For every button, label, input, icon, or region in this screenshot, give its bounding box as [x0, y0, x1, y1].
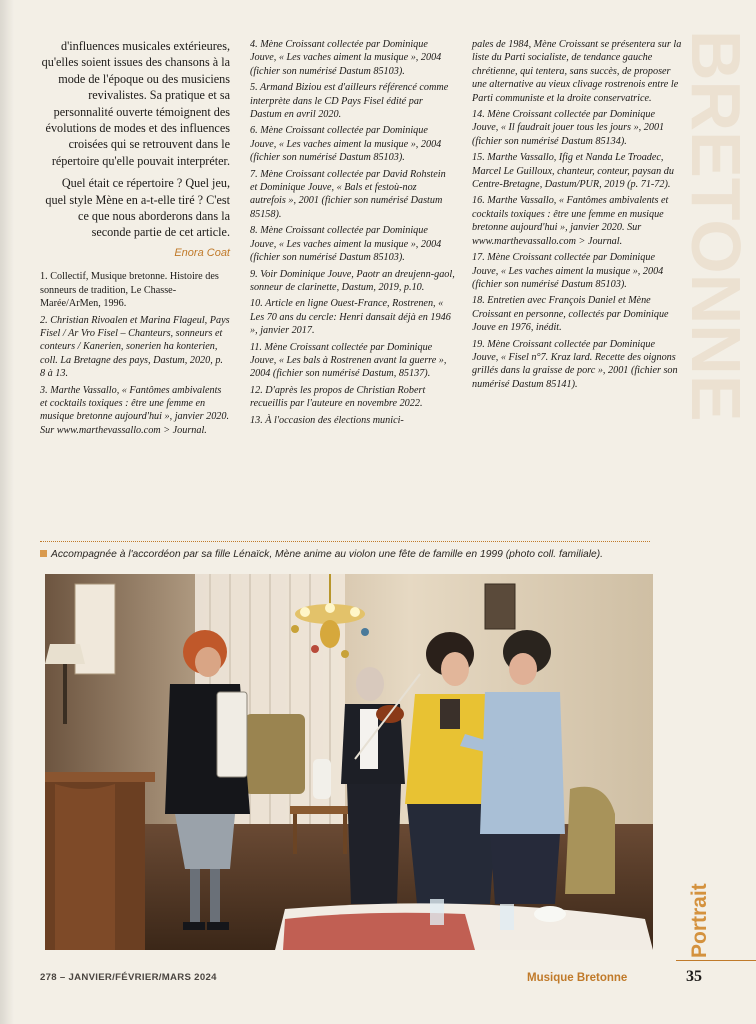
footnote-19: 19. Mène Croissant collectée par Dominique Jouve, « Fisel n°7. Kraz lard. Recette des oignons grillés dans la graisse de porc », 2001 (fichier son numérisé Dastum 85141).	[472, 338, 678, 390]
footnote-10: 10. Article en ligne Ouest-France, Rostrenen, « Les 70 ans du cercle: Henri dansait déjà en 1946 », janvier 2017.	[250, 298, 451, 337]
footer-rule	[676, 960, 756, 961]
bowl	[534, 906, 566, 922]
right-chair	[565, 787, 615, 894]
footnote-12: 12. D'après les propos de Christian Robert recueillis par l'auteure en novembre 2022.	[250, 384, 426, 410]
footnote-16: 16. Marthe Vassallo, « Fantômes ambivalents et cocktails toxiques : être une femme en musique bretonne aujourd'hui », janvier 2020. Sur www.marthevassallo.com > Journal.	[472, 195, 669, 247]
section-tab	[685, 838, 725, 958]
footnote-11: 11. Mène Croissant collectée par Dominique Jouve, « Les bals à Rostrenen avant la guerre », 2004 (fichier son numérisé Dastum, 85137).	[250, 341, 447, 380]
section-label: Portrait	[688, 883, 711, 958]
caption-divider	[40, 541, 650, 542]
accordion	[217, 692, 247, 777]
vase	[313, 759, 331, 799]
footnote-2: 2. Christian Rivoalen et Marina Flageul, Pays Fisel / Ar Vro Fisel – Chanteurs, sonneurs et conteurs / Kanerien, sonerien ha konterien, coll. La Bretagne des pays, Dastum, 2020, p. 8 à 13.	[40, 314, 230, 380]
footnote-13: 13. À l'occasion des élections munici-	[250, 414, 404, 426]
footnote-5: 5. Armand Biziou est d'ailleurs référencé comme interprète dans le CD Pays Fisel édité par Dastum en avril 2020.	[250, 82, 449, 121]
photo-illustration	[45, 574, 653, 950]
magazine-name: Musique Bretonne	[527, 972, 628, 984]
footnote-13-continued: pales de 1984, Mène Croissant se présentera sur la liste du Parti socialiste, de tendance gauche chrétienne, qui tentera, sans succès, de proposer une alternative au vieux clivage rostrenois entre le Parti communiste et la droite conservatrice.	[472, 39, 682, 104]
glass	[500, 904, 514, 930]
footnote-17: 17. Mène Croissant collectée par Dominique Jouve, « Les vaches aiment la musique », 2004 (fichier son numérisé Dastum 85103).	[472, 252, 664, 290]
issue-line: 278 – JANVIER/FÉVRIER/MARS 2024	[40, 972, 217, 983]
page-gutter-shadow	[0, 0, 14, 1024]
caption-square-icon	[40, 550, 47, 557]
footnote-3: 3. Marthe Vassallo, « Fantômes ambivalents et cocktails toxiques : être une femme en musique bretonne aujourd'hui », janvier 2020. Sur www.marthevassallo.com > Journal.	[40, 384, 230, 436]
footnote-6: 6. Mène Croissant collectée par Dominique Jouve, « Les vaches aiment la musique », 2004 (fichier son numérisé Dastum 85103).	[250, 125, 442, 164]
footnote-14: 14. Mène Croissant collectée par Dominique Jouve, « Il faudrait jouer tous les jours », 2001 (fichier son numérisé Dastum 85134).	[472, 109, 665, 147]
column-3	[472, 38, 682, 394]
footnote-4: 4. Mène Croissant collectée par Dominique Jouve, « Les vaches aiment la musique », 2004 (fichier son numérisé Dastum 85103).	[250, 39, 442, 77]
glass	[430, 899, 444, 925]
footnote-9: 9. Voir Dominique Jouve, Paotr an dreujenn-gaol, sonneur de clarinette, Dastum, 2019, p.10.	[250, 268, 455, 293]
armchair	[245, 714, 305, 794]
lamp-shade	[45, 644, 85, 664]
show-through-decoration: BRETONNE	[677, 30, 755, 422]
photo-caption	[40, 549, 660, 560]
page-number: 35	[686, 968, 702, 985]
footnote-18: 18. Entretien avec François Daniel et Mène Croissant en personne, collectés par Dominique Jouve en 1976, inédit.	[472, 295, 669, 334]
caption-text: Accompagnée à l'accordéon par sa fille Lénaïck, Mène anime au violon une fête de famille en 1999 (photo coll. familiale).	[51, 549, 604, 560]
footnote-1: 1. Collectif, Musique bretonne. Histoire des sonneurs de tradition, Le Chasse-Marée/ArMen, 1996.	[40, 271, 219, 310]
author-signature: Enora Coat	[174, 246, 230, 259]
footnote-15: 15. Marthe Vassallo, Ifig et Nanda Le Troadec, Marcel Le Guilloux, chanteur, conteur, paysan du Centre-Bretagne, Dastum/PUR, 2019 (p. 71-72).	[472, 152, 674, 191]
column-2	[250, 38, 455, 430]
body-paragraph-1: d'influences musicales extérieures, qu'elles soient issues des chansons à la mode de l'époque ou des musiciens revivalistes. Sa pratique et sa personnalité ouverte témoignent des évolutions de modes et des influences croisées qui se retrouvent dans le répertoire qu'elle pouvait interpréter.	[41, 39, 230, 168]
wall-picture	[485, 584, 515, 629]
body-paragraph-2: Quel était ce répertoire ? Quel jeu, quel style Mène en a-t-elle tiré ? C'est ce que nous aborderons dans la seconde partie de cet article.	[45, 176, 230, 240]
footnote-8: 8. Mène Croissant collectée par Dominique Jouve, « Les vaches aiment la musique », 2004 (fichier son numérisé Dastum 85103).	[250, 225, 442, 264]
family-party-photo	[45, 574, 653, 950]
lamp-stand	[63, 664, 67, 724]
side-table	[290, 806, 350, 814]
footnote-7: 7. Mène Croissant collectée par David Rohstein et Dominique Jouve, « Bals et festoù-noz autrefois », 2001 (fichier son numérisé Dastum 85158).	[250, 168, 446, 220]
column-1	[40, 38, 230, 440]
